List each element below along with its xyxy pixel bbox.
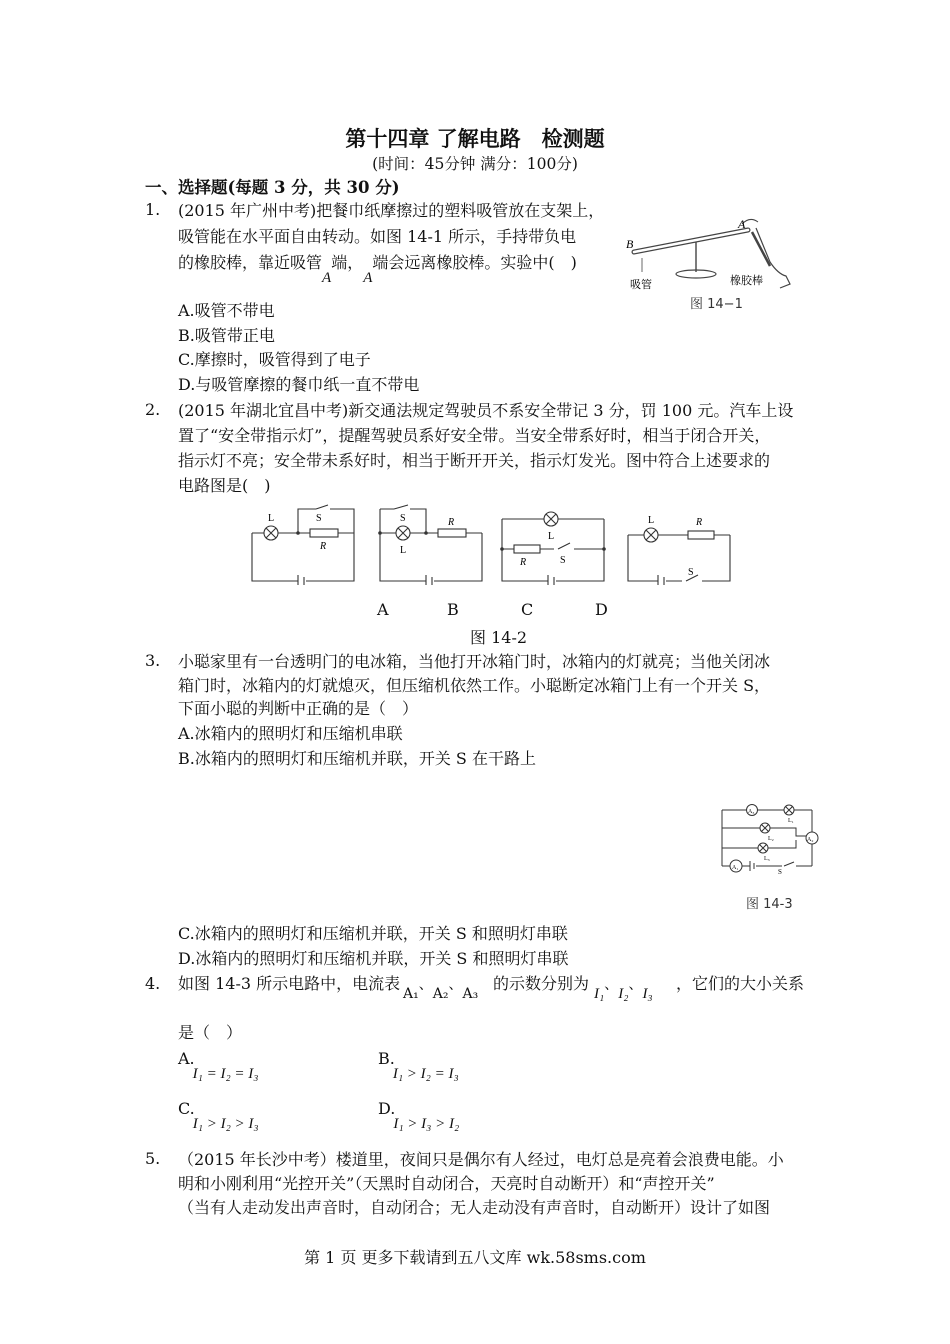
option-b[interactable]: B.吸管带正电: [178, 326, 275, 345]
figure-caption: 图 14-3: [746, 897, 793, 912]
circuit-label-b: B: [447, 600, 459, 619]
svg-text:L₂: L₂: [768, 836, 774, 842]
svg-text:S: S: [316, 513, 322, 524]
circuit-a: [248, 503, 358, 585]
option-a[interactable]: A.吸管不带电: [178, 301, 275, 320]
question-text: 的示数分别为: [493, 974, 590, 993]
question-number: 4.: [145, 974, 161, 993]
question-text: 是（ ）: [178, 1023, 243, 1042]
section-heading: 一、选择题(每题 3 分，共 30 分): [145, 178, 400, 197]
symbol-a: A: [322, 270, 332, 286]
circuit-b: [376, 503, 486, 585]
option-c[interactable]: C.冰箱内的照明灯和压缩机并联，开关 S 和照明灯串联: [178, 924, 568, 943]
svg-text:L₁: L₁: [788, 818, 794, 824]
svg-text:L: L: [648, 515, 655, 526]
svg-text:S: S: [400, 513, 406, 524]
symbol-a: A: [363, 270, 373, 286]
svg-text:S: S: [560, 555, 566, 566]
question-text: 下面小聪的判断中正确的是（ ）: [178, 699, 419, 718]
svg-text:S: S: [688, 567, 694, 578]
question-text: 吸管能在水平面自由转动。如图 14-1 所示，手持带负电: [178, 227, 577, 246]
svg-text:A₂: A₂: [807, 837, 814, 843]
svg-text:S: S: [778, 868, 782, 876]
question-text: 箱门时，冰箱内的灯就熄灭，但压缩机依然工作。小聪断定冰箱门上有一个开关 S，: [178, 676, 771, 695]
fig-label-tube: 吸管: [630, 279, 652, 291]
fig-label-rod: 橡胶棒: [730, 275, 763, 287]
question-number: 3.: [145, 651, 161, 670]
svg-text:R: R: [448, 517, 455, 528]
option-d[interactable]: D.I₁ > I₃ > I₂: [378, 1099, 460, 1132]
svg-text:L: L: [268, 513, 275, 524]
exam-info: (时间：45分钟 满分：100分): [372, 155, 578, 173]
figure-caption: 图 14-2: [470, 628, 528, 647]
option-c[interactable]: C.I₁ > I₂ > I₃: [178, 1099, 259, 1132]
question-text: 电路图是( ): [178, 476, 271, 495]
option-b[interactable]: B.冰箱内的照明灯和压缩机并联，开关 S 在干路上: [178, 749, 536, 768]
circuit-label-a: A: [377, 600, 389, 619]
option-a[interactable]: A.I₁ = I₂ = I₃: [178, 1049, 259, 1082]
svg-text:A₁: A₁: [732, 865, 739, 871]
current-symbols: I₁、I₂、I₃: [594, 977, 653, 1002]
figure-14-3: [716, 800, 822, 880]
svg-text:L: L: [400, 545, 407, 556]
question-text: (2015 年广州中考)把餐巾纸摩擦过的塑料吸管放在支架上，: [178, 201, 605, 220]
svg-text:R: R: [320, 541, 327, 552]
question-text: 明和小刚利用“光控开关”（天黑时自动闭合，天亮时自动断开）和“声控开关”: [178, 1174, 715, 1193]
question-text: 的橡胶棒，靠近吸管A端，A端会远离橡胶棒。实验中( ): [178, 253, 577, 286]
question-number: 2.: [145, 400, 161, 419]
question-text: （2015 年长沙中考）楼道里，夜间只是偶尔有人经过，电灯总是亮着会浪费电能。小: [178, 1150, 784, 1169]
page-title: 第十四章 了解电路 检测题: [345, 126, 605, 151]
svg-text:L₃: L₃: [764, 856, 770, 862]
circuit-d: [624, 503, 736, 585]
question-text: 置了“安全带指示灯”，提醒驾驶员系好安全带。当安全带系好时，相当于闭合开关，: [178, 426, 771, 445]
option-a[interactable]: A.冰箱内的照明灯和压缩机串联: [178, 724, 403, 743]
option-d[interactable]: D.与吸管摩擦的餐巾纸一直不带电: [178, 375, 420, 394]
fig-label-a: A: [738, 217, 746, 231]
circuit-label-c: C: [521, 600, 534, 619]
question-text: 指示灯不亮；安全带未系好时，相当于断开开关，指示灯发光。图中符合上述要求的: [178, 451, 771, 470]
circuit-label-d: D: [595, 600, 608, 619]
question-text: (2015 年湖北宜昌中考)新交通法规定驾驶员不系安全带记 3 分，罚 100 元。汽车上设: [178, 401, 794, 420]
page-footer: 第 1 页 更多下载请到五八文库 wk.58sms.com: [304, 1248, 646, 1267]
question-text: 如图 14-3 所示电路中，电流表: [178, 974, 401, 993]
option-d[interactable]: D.冰箱内的照明灯和压缩机并联，开关 S 和照明灯串联: [178, 949, 569, 968]
circuit-c: [498, 503, 610, 585]
option-c[interactable]: C.摩擦时，吸管得到了电子: [178, 350, 371, 369]
svg-text:A₃: A₃: [748, 809, 755, 815]
question-number: 1.: [145, 200, 161, 219]
option-b[interactable]: B.I₁ > I₂ = I₃: [378, 1049, 459, 1082]
svg-text:R: R: [520, 557, 527, 568]
figure-caption: 图 14−1: [690, 297, 743, 312]
question-number: 5.: [145, 1149, 161, 1168]
question-text: （当有人走动发出声音时，自动闭合；无人走动没有声音时，自动断开）设计了如图: [178, 1198, 771, 1217]
question-text: ，它们的大小关系: [676, 974, 805, 993]
question-text: 小聪家里有一台透明门的电冰箱，当他打开冰箱门时，冰箱内的灯就亮；当他关闭冰: [178, 652, 771, 671]
fig-label-b: B: [626, 237, 634, 251]
ammeter-symbols: A₁、A₂、A₃: [403, 977, 479, 1002]
svg-text:L: L: [548, 531, 555, 542]
svg-text:R: R: [696, 517, 703, 528]
